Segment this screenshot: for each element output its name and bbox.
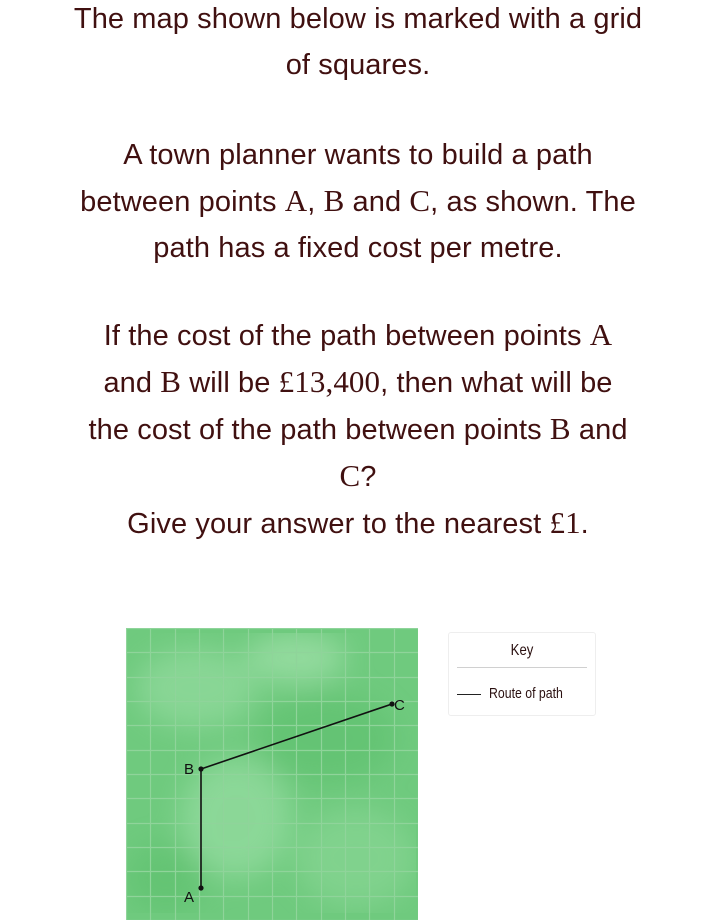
point-label-b: B <box>160 364 182 399</box>
point-label-a: A <box>589 317 613 352</box>
question-line: A town planner wants to build a path <box>123 139 593 171</box>
map-label-a: A <box>184 889 195 906</box>
question-line <box>0 312 716 359</box>
text-run: ? <box>360 461 377 493</box>
text-run: If the cost of the path between points <box>103 320 590 352</box>
text-run: , then what will be <box>380 367 613 399</box>
point-label-b: B <box>323 183 345 218</box>
rounding-unit: £1 <box>549 505 581 540</box>
map-key <box>448 632 596 716</box>
point-label-c: C <box>409 183 431 218</box>
text-run: between points <box>80 186 285 218</box>
question-line <box>0 453 716 500</box>
text-run: Give your answer to the nearest <box>127 508 550 540</box>
text-run: and <box>344 186 410 218</box>
route-line-swatch <box>457 694 481 695</box>
key-title: Key <box>510 642 534 659</box>
question-setup <box>0 132 716 271</box>
route-of-path-label: Route of path <box>489 685 563 702</box>
question-line <box>0 359 716 406</box>
grid-map <box>126 628 418 920</box>
text-run: the cost of the path between points <box>88 414 550 446</box>
cost-value: £13,400 <box>278 364 381 399</box>
question-intro <box>0 0 716 88</box>
point-b-marker <box>198 766 203 771</box>
text-run: will be <box>181 367 279 399</box>
text-run: and <box>103 367 161 399</box>
question-line: of squares. <box>285 49 431 81</box>
question-line <box>0 406 716 453</box>
key-divider <box>457 667 587 668</box>
question-line <box>0 178 716 225</box>
text-run: . <box>580 508 589 540</box>
map-label-b: B <box>184 761 195 778</box>
point-label-c: C <box>339 458 361 493</box>
question-line: The map shown below is marked with a grid <box>73 3 643 35</box>
point-label-b: B <box>549 411 571 446</box>
question-line <box>0 500 716 547</box>
point-label-a: A <box>284 183 308 218</box>
point-a-marker <box>198 885 203 890</box>
text-run: , as shown. The <box>430 186 636 218</box>
map-canvas <box>126 628 418 920</box>
question-task <box>0 312 716 547</box>
map-label-c: C <box>394 697 405 714</box>
text-run: and <box>570 414 628 446</box>
question-line: path has a fixed cost per metre. <box>153 232 563 264</box>
text-run: , <box>307 186 324 218</box>
